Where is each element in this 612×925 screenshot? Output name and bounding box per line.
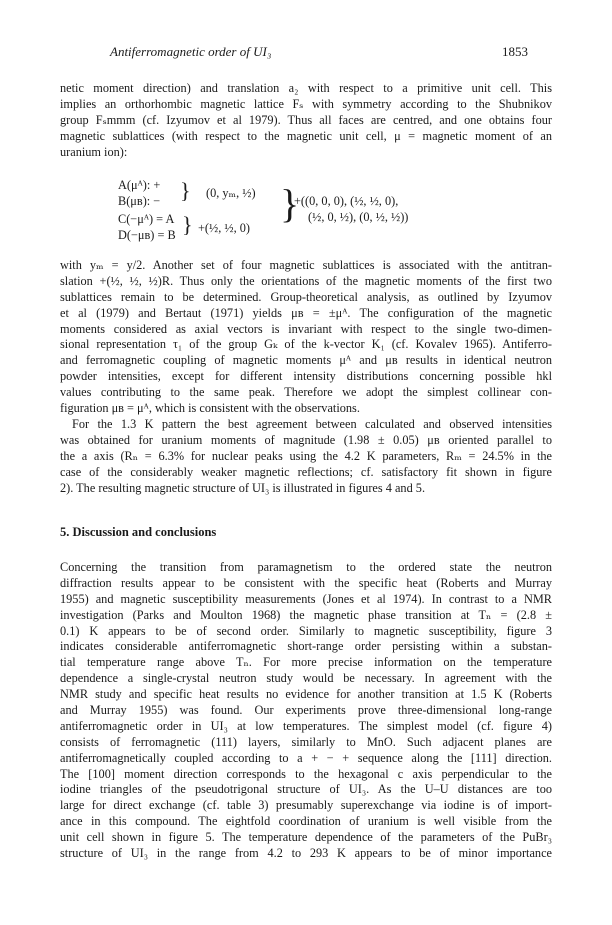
text-line: netic moment direction) and translation a₂ with respect to a primitive unit cell. This — [60, 81, 552, 95]
text-line: investigation (Parks and Moulton 1968) the magnetic phase transition at Tₙ = (2.8 ± — [60, 607, 552, 622]
text-line: sublattices remain to be determined. Group-theoretical analysis, as outlined by Izyumov — [60, 289, 552, 304]
eq-translation-2: (½, 0, ½), (0, ½, ½)) — [308, 210, 409, 224]
text-line: the a axis (Rₙ = 6.3% for nuclear peaks using the 4.2 K parameters, Rₘ = 24.5% in the — [60, 448, 552, 463]
running-title: Antiferromagnetic order of UI₃ — [110, 44, 272, 59]
text-line: uranium ion): — [60, 144, 128, 159]
eq-brace-right-3: } — [280, 181, 300, 226]
text-line: 1955) and magnetic susceptibility measurements (Jones et al 1974). In contrast to a NMR — [60, 591, 552, 606]
text-line: large for direct exchange (cf. table 3) presumably superexchange via iodine is of import- — [60, 798, 552, 813]
text-line: 2). The resulting magnetic structure of UI₃ is illustrated in figures 4 and 5. — [60, 480, 426, 495]
text-line: structure of UI₃ in the range from 4.2 to 293 K appears to be of minor importance — [60, 846, 552, 861]
text-line: sional representation τ₁ of the group Gₖ of the k-vector K₁ (cf. Kovalev 1965). Antiferro- — [60, 337, 552, 352]
text-line: diffraction results appear to be consistent with the specific heat (Roberts and Murray — [60, 575, 552, 590]
eq-sublattice-c: C(−μᴬ) = A — [118, 212, 175, 226]
text-line: The [100] moment direction corresponds to the hexagonal c axis perpendicular to the — [60, 766, 552, 781]
text-line: figuration μʙ = μᴬ, which is consistent with the observations. — [60, 401, 360, 416]
text-line: indicates considerable antiferromagnetic short-range order persisting within a substan- — [60, 639, 552, 654]
text-line: et al (1979) and Bertaut (1971) yields μʙ = ±μᴬ. The configuration of the magnetic — [60, 305, 552, 320]
text-line: with yₘ = y/2. Another set of four magnetic sublattices is associated with the antitran- — [60, 258, 552, 272]
text-line: case of the considerably weaker magnetic reflections; cf. satisfactory fit shown in figure — [60, 464, 552, 479]
paragraph-4 — [60, 560, 552, 862]
paragraph-1 — [60, 81, 552, 160]
text-line: consists of ferromagnetic (111) layers, similarly to MnO. Such adjacent planes are — [60, 734, 552, 749]
text-line: moments considered as axial vectors is invariant with respect to the single two-dimen- — [60, 321, 552, 336]
eq-sublattice-a: A(μᴬ): + — [118, 178, 161, 192]
text-line: dependence a single-crystal neutron study would be necessary. In agreement with the — [60, 671, 552, 686]
text-line: magnetic sublattices (with respect to the magnetic unit cell, μ = magnetic moment of an — [60, 128, 552, 143]
section-heading: 5. Discussion and conclusions — [60, 525, 217, 539]
paragraph-3 — [60, 417, 552, 496]
text-line: implies an orthorhombic magnetic lattice Fₛ with symmetry according to the Shubnikov — [60, 96, 552, 111]
paragraph-2 — [60, 258, 552, 417]
text-line: antiferromagnetically coupled according to a + − + sequence along the [111] direction. — [60, 750, 552, 765]
eq-translation-1: +((0, 0, 0), (½, ½, 0), — [294, 194, 399, 208]
eq-position-2: +(½, ½, 0) — [198, 221, 251, 235]
text-line: values contributing to the same peak. Therefore we adopt the simplest collinear con- — [60, 385, 552, 400]
eq-brace-right-2: } — [182, 212, 193, 237]
text-line: slation +(½, ½, ½)R. Thus only the orientations of the magnetic moments of the first two — [60, 273, 552, 288]
eq-brace-right-1: } — [180, 178, 191, 203]
eq-position-1: (0, yₘ, ½) — [206, 186, 256, 200]
text-line: For the 1.3 K pattern the best agreement between calculated and observed intensities — [72, 417, 552, 431]
text-line: ance in this compound. The eightfold coordination of uranium is well visible from the — [60, 814, 552, 829]
eq-sublattice-d: D(−μʙ) = B — [118, 228, 176, 242]
text-line: was obtained for uranium moments of magnitude (1.98 ± 0.05) μʙ oriented parallel to — [60, 432, 552, 447]
text-line: antiferromagnetic order in UI₃ at low temperatures. The simplest model (cf. figure 4) — [60, 718, 552, 733]
text-line: powder intensities, except for different intensity distributions concerning possible hkl — [60, 369, 552, 384]
text-line: Concerning the transition from paramagnetism to the ordered state the neutron — [60, 560, 552, 574]
text-line: and Murray 1955) was found. Our experiments prove three-dimensional long-range — [60, 703, 552, 718]
text-line: group Fₛmmm (cf. Izyumov et al 1979). Thus all faces are centred, and one obtains four — [60, 112, 552, 127]
text-line: and ferromagnetic coupling of magnetic moments μᴬ and μʙ results in identical neutron — [60, 353, 552, 368]
text-line: tial temperature range above Tₙ. For more precise information on the temperature — [60, 655, 552, 670]
text-line: NMR study and specific heat results no evidence for another transition at 1.5 K (Roberts — [60, 687, 552, 702]
text-line: unit cell shown in figure 5. The temperature dependence of the parameters of the PuBr₃ — [60, 830, 552, 845]
page-number: 1853 — [502, 44, 528, 59]
text-line: 0.1) K appears to be of second order. Similarly to magnetic susceptibility, figure 3 — [60, 623, 552, 638]
eq-sublattice-b: B(μʙ): − — [118, 194, 161, 208]
sublattice-equation — [118, 178, 518, 246]
text-line: iodine triangles of the pseudotrigonal structure of UI₃. As the U–U distances are too — [60, 782, 552, 797]
